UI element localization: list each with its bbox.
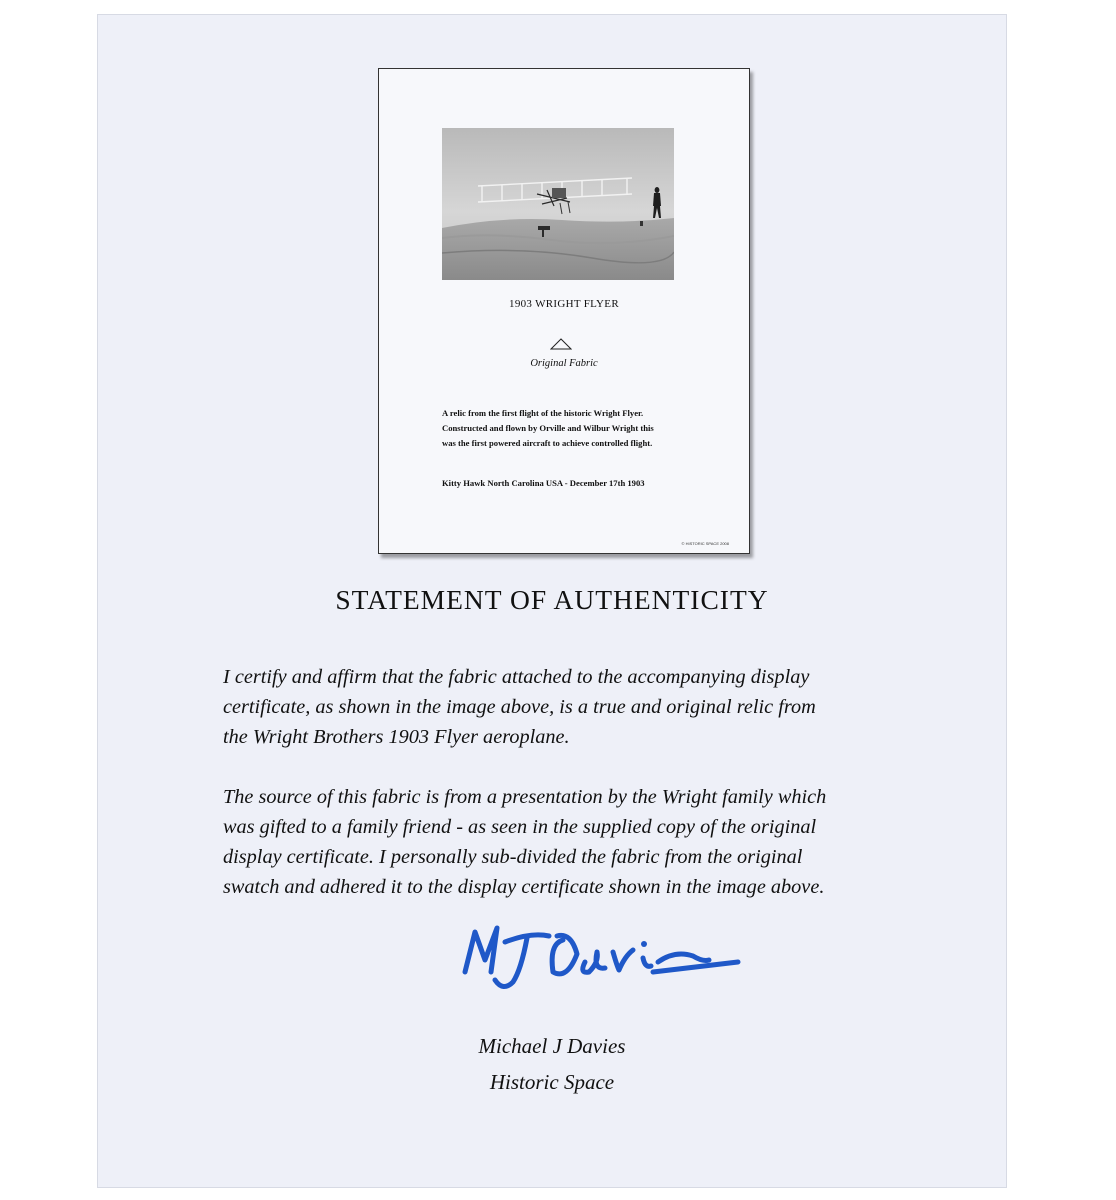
wright-flyer-photo: [442, 128, 674, 280]
paragraph-line: the Wright Brothers 1903 Flyer aeroplane.: [223, 726, 570, 748]
card-description-line: Constructed and flown by Orville and Wilbur Wright this: [442, 423, 654, 433]
certificate-sheet: [97, 14, 1007, 1188]
paragraph-line: The source of this fabric is from a presentation by the Wright family which: [223, 786, 827, 808]
card-description: [442, 406, 682, 451]
triangle-icon: [550, 338, 572, 350]
statement-paragraph-1: [223, 662, 903, 752]
paragraph-line: I certify and affirm that the fabric attached to the accompanying display: [223, 666, 810, 688]
card-title: 1903 WRIGHT FLYER: [509, 298, 619, 310]
card-description-line: was the first powered aircraft to achieve controlled flight.: [442, 438, 653, 448]
card-copyright: © HISTORIC SPACE 2008: [681, 541, 729, 546]
paragraph-line: was gifted to a family friend - as seen in the supplied copy of the original: [223, 816, 817, 838]
display-certificate-card: [378, 68, 750, 554]
signatory-organization: Historic Space: [489, 1070, 615, 1094]
paragraph-line: display certificate. I personally sub-divided the fabric from the original: [223, 846, 803, 868]
paragraph-line: certificate, as shown in the image above, is a true and original relic from: [223, 696, 816, 718]
statement-heading: STATEMENT OF AUTHENTICITY: [335, 584, 769, 615]
signatory-name: Michael J Davies: [478, 1034, 626, 1058]
handwritten-signature: [453, 910, 743, 1010]
card-subtitle: Original Fabric: [530, 358, 598, 369]
paragraph-line: swatch and adhered it to the display certificate shown in the image above.: [223, 876, 825, 898]
card-description-line: A relic from the first flight of the historic Wright Flyer.: [442, 408, 644, 418]
statement-paragraph-2: [223, 782, 903, 902]
card-location: Kitty Hawk North Carolina USA - December 17th 1903: [442, 478, 645, 488]
